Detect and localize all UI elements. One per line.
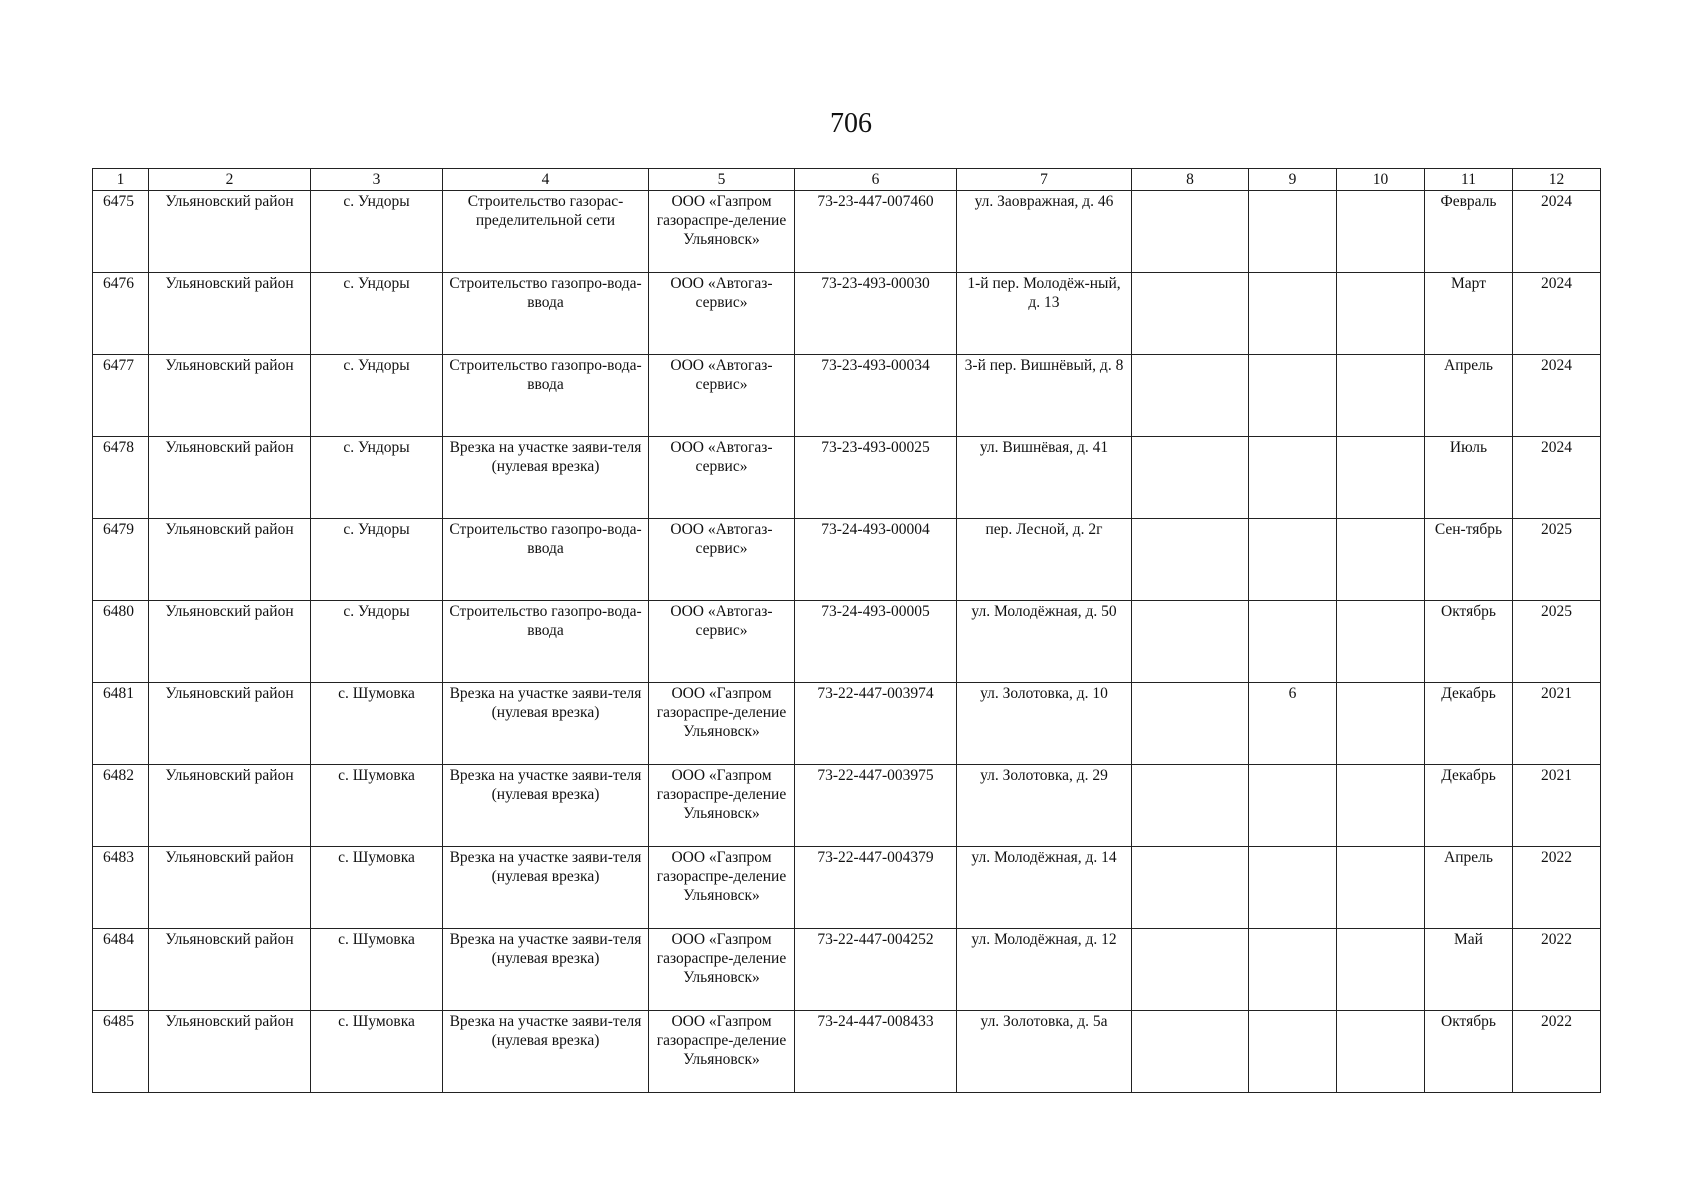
address-cell: ул. Золотовка, д. 5а <box>957 1011 1132 1093</box>
organization-cell: ООО «Газпром газораспре-деление Ульяновск» <box>649 929 795 1011</box>
organization-cell: ООО «Автогаз-сервис» <box>649 273 795 355</box>
column-header: 6 <box>795 169 957 191</box>
table-row <box>93 519 1601 601</box>
settlement-cell: с. Ундоры <box>311 437 443 519</box>
address-cell: ул. Золотовка, д. 29 <box>957 765 1132 847</box>
table-row <box>93 601 1601 683</box>
column-10-cell <box>1337 683 1425 765</box>
organization-cell: ООО «Газпром газораспре-деление Ульяновск» <box>649 683 795 765</box>
code-cell: 73-23-493-00034 <box>795 355 957 437</box>
row-number: 6479 <box>93 519 149 601</box>
table-row <box>93 273 1601 355</box>
work-type-cell: Строительство газопро-вода-ввода <box>443 519 649 601</box>
column-header: 4 <box>443 169 649 191</box>
row-number: 6484 <box>93 929 149 1011</box>
month-cell: Декабрь <box>1425 765 1513 847</box>
code-cell: 73-24-493-00004 <box>795 519 957 601</box>
column-header: 7 <box>957 169 1132 191</box>
address-cell: ул. Заовражная, д. 46 <box>957 191 1132 273</box>
column-header: 8 <box>1132 169 1249 191</box>
code-cell: 73-24-493-00005 <box>795 601 957 683</box>
row-number: 6481 <box>93 683 149 765</box>
month-cell: Март <box>1425 273 1513 355</box>
column-8-cell <box>1132 519 1249 601</box>
district-cell: Ульяновский район <box>149 847 311 929</box>
table-row <box>93 437 1601 519</box>
month-cell: Май <box>1425 929 1513 1011</box>
work-type-cell: Строительство газопро-вода-ввода <box>443 273 649 355</box>
organization-cell: ООО «Газпром газораспре-деление Ульяновск» <box>649 847 795 929</box>
organization-cell: ООО «Автогаз-сервис» <box>649 355 795 437</box>
district-cell: Ульяновский район <box>149 765 311 847</box>
work-type-cell: Врезка на участке заяви-теля (нулевая врезка) <box>443 929 649 1011</box>
month-cell: Февраль <box>1425 191 1513 273</box>
settlement-cell: с. Шумовка <box>311 765 443 847</box>
month-cell: Апрель <box>1425 847 1513 929</box>
column-8-cell <box>1132 683 1249 765</box>
address-cell: ул. Молодёжная, д. 14 <box>957 847 1132 929</box>
table-row <box>93 1011 1601 1093</box>
year-cell: 2021 <box>1513 683 1601 765</box>
column-9-cell <box>1249 765 1337 847</box>
address-cell: ул. Молодёжная, д. 12 <box>957 929 1132 1011</box>
column-9-cell <box>1249 601 1337 683</box>
district-cell: Ульяновский район <box>149 273 311 355</box>
address-cell: пер. Лесной, д. 2г <box>957 519 1132 601</box>
column-header: 11 <box>1425 169 1513 191</box>
organization-cell: ООО «Автогаз-сервис» <box>649 601 795 683</box>
settlement-cell: с. Ундоры <box>311 191 443 273</box>
column-9-cell <box>1249 437 1337 519</box>
settlement-cell: с. Ундоры <box>311 601 443 683</box>
month-cell: Декабрь <box>1425 683 1513 765</box>
year-cell: 2025 <box>1513 519 1601 601</box>
work-type-cell: Строительство газопро-вода-ввода <box>443 601 649 683</box>
column-8-cell <box>1132 437 1249 519</box>
column-header: 10 <box>1337 169 1425 191</box>
column-10-cell <box>1337 929 1425 1011</box>
district-cell: Ульяновский район <box>149 437 311 519</box>
month-cell: Сен-тябрь <box>1425 519 1513 601</box>
column-8-cell <box>1132 273 1249 355</box>
settlement-cell: с. Шумовка <box>311 683 443 765</box>
row-number: 6480 <box>93 601 149 683</box>
code-cell: 73-23-493-00030 <box>795 273 957 355</box>
address-cell: ул. Золотовка, д. 10 <box>957 683 1132 765</box>
settlement-cell: с. Шумовка <box>311 1011 443 1093</box>
table-body <box>93 191 1601 1093</box>
district-cell: Ульяновский район <box>149 601 311 683</box>
year-cell: 2024 <box>1513 355 1601 437</box>
column-8-cell <box>1132 355 1249 437</box>
year-cell: 2022 <box>1513 929 1601 1011</box>
year-cell: 2024 <box>1513 437 1601 519</box>
column-9-cell <box>1249 847 1337 929</box>
month-cell: Октябрь <box>1425 601 1513 683</box>
table-row <box>93 355 1601 437</box>
year-cell: 2025 <box>1513 601 1601 683</box>
column-8-cell <box>1132 601 1249 683</box>
settlement-cell: с. Ундоры <box>311 355 443 437</box>
column-9-cell <box>1249 355 1337 437</box>
column-10-cell <box>1337 765 1425 847</box>
code-cell: 73-22-447-004379 <box>795 847 957 929</box>
row-number: 6485 <box>93 1011 149 1093</box>
month-cell: Апрель <box>1425 355 1513 437</box>
column-8-cell <box>1132 929 1249 1011</box>
district-cell: Ульяновский район <box>149 929 311 1011</box>
column-10-cell <box>1337 601 1425 683</box>
address-cell: 1-й пер. Молодёж-ный, д. 13 <box>957 273 1132 355</box>
code-cell: 73-23-447-007460 <box>795 191 957 273</box>
column-9-cell: 6 <box>1249 683 1337 765</box>
district-cell: Ульяновский район <box>149 355 311 437</box>
column-9-cell <box>1249 1011 1337 1093</box>
column-10-cell <box>1337 847 1425 929</box>
register-table <box>92 168 1601 1093</box>
column-8-cell <box>1132 765 1249 847</box>
column-10-cell <box>1337 191 1425 273</box>
year-cell: 2022 <box>1513 847 1601 929</box>
column-10-cell <box>1337 355 1425 437</box>
column-8-cell <box>1132 847 1249 929</box>
column-header: 1 <box>93 169 149 191</box>
row-number: 6477 <box>93 355 149 437</box>
column-header: 9 <box>1249 169 1337 191</box>
page-number: 706 <box>830 108 872 139</box>
district-cell: Ульяновский район <box>149 191 311 273</box>
work-type-cell: Строительство газорас-пределительной сети <box>443 191 649 273</box>
organization-cell: ООО «Автогаз-сервис» <box>649 437 795 519</box>
column-number-row <box>93 169 1601 191</box>
table-row <box>93 191 1601 273</box>
row-number: 6483 <box>93 847 149 929</box>
column-9-cell <box>1249 929 1337 1011</box>
table-row <box>93 765 1601 847</box>
month-cell: Октябрь <box>1425 1011 1513 1093</box>
code-cell: 73-22-447-003974 <box>795 683 957 765</box>
month-cell: Июль <box>1425 437 1513 519</box>
column-9-cell <box>1249 191 1337 273</box>
table-row <box>93 847 1601 929</box>
organization-cell: ООО «Автогаз-сервис» <box>649 519 795 601</box>
column-header: 3 <box>311 169 443 191</box>
row-number: 6478 <box>93 437 149 519</box>
column-8-cell <box>1132 1011 1249 1093</box>
code-cell: 73-24-447-008433 <box>795 1011 957 1093</box>
year-cell: 2022 <box>1513 1011 1601 1093</box>
work-type-cell: Врезка на участке заяви-теля (нулевая врезка) <box>443 683 649 765</box>
table-row <box>93 929 1601 1011</box>
work-type-cell: Строительство газопро-вода-ввода <box>443 355 649 437</box>
organization-cell: ООО «Газпром газораспре-деление Ульяновск» <box>649 765 795 847</box>
work-type-cell: Врезка на участке заяви-теля (нулевая врезка) <box>443 765 649 847</box>
code-cell: 73-22-447-003975 <box>795 765 957 847</box>
column-9-cell <box>1249 519 1337 601</box>
row-number: 6475 <box>93 191 149 273</box>
address-cell: ул. Вишнёвая, д. 41 <box>957 437 1132 519</box>
column-header: 2 <box>149 169 311 191</box>
address-cell: ул. Молодёжная, д. 50 <box>957 601 1132 683</box>
table-header <box>93 169 1601 191</box>
year-cell: 2024 <box>1513 191 1601 273</box>
column-10-cell <box>1337 519 1425 601</box>
district-cell: Ульяновский район <box>149 1011 311 1093</box>
work-type-cell: Врезка на участке заяви-теля (нулевая врезка) <box>443 847 649 929</box>
organization-cell: ООО «Газпром газораспре-деление Ульяновск» <box>649 191 795 273</box>
district-cell: Ульяновский район <box>149 683 311 765</box>
address-cell: 3-й пер. Вишнёвый, д. 8 <box>957 355 1132 437</box>
column-header: 5 <box>649 169 795 191</box>
code-cell: 73-22-447-004252 <box>795 929 957 1011</box>
column-9-cell <box>1249 273 1337 355</box>
column-10-cell <box>1337 1011 1425 1093</box>
year-cell: 2024 <box>1513 273 1601 355</box>
column-10-cell <box>1337 437 1425 519</box>
year-cell: 2021 <box>1513 765 1601 847</box>
settlement-cell: с. Ундоры <box>311 519 443 601</box>
row-number: 6476 <box>93 273 149 355</box>
column-10-cell <box>1337 273 1425 355</box>
organization-cell: ООО «Газпром газораспре-деление Ульяновск» <box>649 1011 795 1093</box>
settlement-cell: с. Шумовка <box>311 929 443 1011</box>
work-type-cell: Врезка на участке заяви-теля (нулевая врезка) <box>443 437 649 519</box>
column-header: 12 <box>1513 169 1601 191</box>
work-type-cell: Врезка на участке заяви-теля (нулевая врезка) <box>443 1011 649 1093</box>
column-8-cell <box>1132 191 1249 273</box>
table-row <box>93 683 1601 765</box>
code-cell: 73-23-493-00025 <box>795 437 957 519</box>
settlement-cell: с. Шумовка <box>311 847 443 929</box>
district-cell: Ульяновский район <box>149 519 311 601</box>
row-number: 6482 <box>93 765 149 847</box>
settlement-cell: с. Ундоры <box>311 273 443 355</box>
